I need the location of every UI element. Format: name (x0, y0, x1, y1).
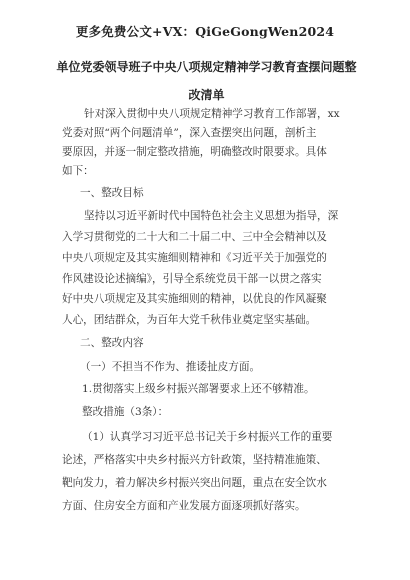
section1-line: 中央八项规定及其实施细则精神和《习近平关于加强党的 (62, 252, 327, 264)
document-title-line-1: 单位党委领导班子中央八项规定精神学习教育查摆问题整 (56, 60, 357, 74)
measures-label: 整改措施（3条）： (82, 406, 169, 418)
intro-line: 针对深入贯彻中央八项规定精神学习教育工作部署，xx (84, 108, 340, 120)
problem-item: 1.贯彻落实上级乡村振兴部署要求上还不够精准。 (82, 383, 315, 395)
intro-line: 要原因，并逐一制定整改措施，明确整改时限要求。具体 (62, 146, 327, 158)
measure-line: 靶向发力，着力解决乡村振兴突出问题，重点在安全饮水 (62, 477, 327, 489)
section1-line: 作风建设论述摘编》，引导全系统党员干部一以贯之落实 (62, 273, 322, 285)
measure-line: 论述，严格落实中央乡村振兴方针政策，坚持精准施策、 (62, 454, 327, 466)
intro-line: 如下： (62, 165, 94, 177)
measure-line: 方面、住房安全方面和产业发展方面逐项抓好落实。 (62, 500, 306, 512)
section-heading-content: 二、整改内容 (80, 337, 144, 349)
section1-line: 人心，团结群众，为百年大党千秋伟业奠定坚实基础。 (62, 314, 317, 326)
measure-line: （1）认真学习习近平总书记关于乡村振兴工作的重要 (82, 431, 333, 443)
subsection-heading: （一）不担当不作为、推诿扯皮方面。 (80, 361, 261, 373)
intro-line: 党委对照“两个问题清单”，深入查摆突出问题，剖析主 (62, 127, 317, 139)
section1-line: 坚持以习近平新时代中国特色社会主义思想为指导，深 (84, 210, 339, 222)
section1-line: 入学习贯彻党的二十大和二十届二中、三中全会精神以及 (62, 231, 327, 243)
section-heading-targets: 一、整改目标 (80, 187, 144, 199)
section1-line: 好中央八项规定及其实施细则的精神，以优良的作风凝聚 (62, 293, 327, 305)
document-title-line-2: 改清单 (188, 88, 225, 102)
header-banner: 更多免费公文+VX：QiGeGongWen2024 (75, 24, 335, 39)
